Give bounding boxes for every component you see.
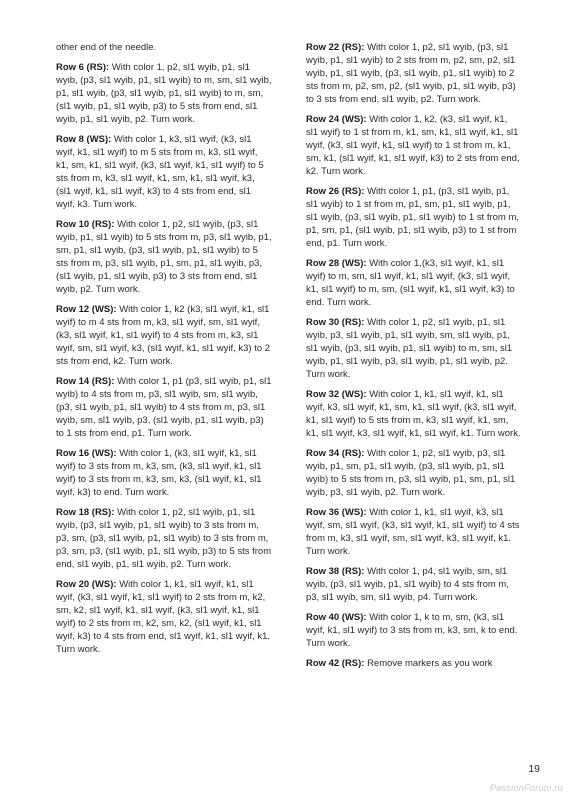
row-instructions: With color 1, p1 (p3, sl1 wyib, p1, sl1 wyib) to 4 sts from m, p3, sl1 wyib, sm, sl1 wyib, (p3, sl1 wyib, p1, sl1 wyib) to 4 sts from m, p3, sl1 wyib, sm, sl1 wyib, p3, (sl1 wyib, p1, sl1 wyib, p3) to 1 sts from end, p1. Turn work.	[56, 376, 272, 439]
paragraph	[306, 316, 522, 381]
row-instructions: With color 1, p2, sl1 wyib, (p3, sl1 wyib, p1, sl1 wyib) to 5 sts from m, p3, sl1 wyib, p1, sm, p1, sl1 wyib, (p3, sl1 wyib, p1, sl1 wyib) to 5 sts from m, p3, sl1 wyib, p1, sm, p1, sl1 wyib, p3, (sl1 wyib, p1, sl1 wyib, p3) to 3 sts from end, sl1 wyib, p2. Turn work.	[56, 219, 272, 295]
paragraph	[306, 388, 522, 440]
row-label: Row 34 (RS):	[306, 448, 365, 459]
paragraph	[306, 611, 522, 650]
paragraph	[306, 257, 522, 309]
paragraph	[56, 578, 272, 656]
row-label: Row 18 (RS):	[56, 507, 115, 518]
row-label: Row 24 (WS):	[306, 114, 367, 125]
row-instructions: With color 1, p2, sl1 wyib, p1, sl1 wyib, (p3, sl1 wyib, p1, sl1 wyib) to 3 sts from m, p3, sm, (p3, sl1 wyib, p1, sl1 wyib) to 3 sts from m, p3, sm, p3, (sl1 wyib, p1, sl1 wyib, p3) to 5 sts from end, sl1 wyib, p1, sl1 wyib, p2. Turn work.	[56, 507, 272, 570]
watermark: PassionForum.ru	[489, 783, 563, 793]
row-instructions: With color 1, p4, sl1 wyib, sm, sl1 wyib, (p3, sl1 wyib, p1, sl1 wyib) to 4 sts from m, p3, sl1 wyib, sm, sl1 wyib, p4. Turn work.	[306, 566, 509, 603]
row-instructions: With color 1, k2 (k3, sl1 wyif, k1, sl1 wyif) to m 4 sts from m, k3, sl1 wyif, sm, sl1 wyif, (k3, sl1 wyif, k1, sl1 wyif) to 4 sts from m, k3, sl1 wyif, sm, sl1 wyif, k3, (sl1 wyif, k1, sl1 wyif, k3) to 2 sts from end, k2. Turn work.	[56, 304, 271, 367]
row-instructions: With color 1, k1, sl1 wyif, k3, sl1 wyif, sm, sl1 wyif, (k3, sl1 wyif, k1, sl1 wyif) to 4 sts from m, k3, sl1 wyif, sm, sl1 wyif, k3, sl1 wyif, k1. Turn work.	[306, 507, 520, 557]
row-label: Row 16 (WS):	[56, 448, 117, 459]
page-number: 19	[528, 763, 540, 775]
paragraph	[56, 133, 272, 211]
row-instructions: With color 1, k1, sl1 wyif, k1, sl1 wyif, (k3, sl1 wyif, k1, sl1 wyif) to 2 sts from m, k2, sm, k2, sl1 wyif, k1, sl1 wyif, (k3, sl1 wyif, k1, sl1 wyif) to 2 sts from m, k2, sm, k2, (sl1 wyif, k1, sl1 wyif, k3) to 4 sts from end, sl1 wyif, k1, sl1 wyif, k1. Turn work.	[56, 579, 271, 655]
row-instructions: With color 1, p2, sl1 wyib, (p3, sl1 wyib, p1, sl1 wyib) to 2 sts from m, p2, sm, p2, sl1 wyib, p1, sl1 wyib, (p3, sl1 wyib, p1, sl1 wyib) to 2 sts from m, p2, sm, p2, (sl1 wyib, p1, sl1 wyib, p3) to 3 sts from end, sl1 wyib, p2. Turn work.	[306, 42, 516, 105]
paragraph	[56, 61, 272, 126]
paragraph	[306, 113, 522, 178]
row-label: Row 10 (RS):	[56, 219, 115, 230]
paragraph	[56, 506, 272, 571]
paragraph	[306, 506, 522, 558]
paragraph	[56, 218, 272, 296]
paragraph	[306, 447, 522, 499]
row-instructions: With color 1, p2, sl1 wyib, p3, sl1 wyib, p1, sm, p1, sl1 wyib, (p3, sl1 wyib, p1, sl1 wyib) to 5 sts from m, p3, sl1 wyib, p1, sm, p1, sl1 wyib, p3, sl1 wyib, p2. Turn work.	[306, 448, 516, 498]
paragraph	[56, 447, 272, 499]
row-instructions: With color 1, p2, sl1 wyib, p1, sl1 wyib, p3, sl1 wyib, p1, sl1 wyib, sm, sl1 wyib, p1, sl1 wyib, (p3, sl1 wyib, p1, sl1 wyib) to m, sm, sl1 wyib, p1, sl1 wyib, p3, sl1 wyib, p1, sl1 wyib, p2. Turn work.	[306, 317, 513, 380]
row-label: Row 20 (WS):	[56, 579, 117, 590]
paragraph	[56, 375, 272, 440]
row-label: Row 40 (WS):	[306, 612, 367, 623]
row-label: Row 28 (WS):	[306, 258, 367, 269]
row-instructions: other end of the needle.	[56, 42, 157, 53]
row-label: Row 22 (RS):	[306, 42, 365, 53]
paragraph	[56, 41, 272, 54]
row-label: Row 32 (WS):	[306, 389, 367, 400]
row-instructions: With color 1, (k3, sl1 wyif, k1, sl1 wyif) to 3 sts from m, k3, sm, (k3, sl1 wyif, k1, sl1 wyif) to 3 sts from m, k3, sm, k3, (sl1 wyif, k1, sl1 wyif, k3) to end. Turn work.	[56, 448, 262, 498]
paragraph	[306, 657, 522, 670]
row-label: Row 30 (RS):	[306, 317, 365, 328]
paragraph	[56, 303, 272, 368]
paragraph	[306, 41, 522, 106]
row-instructions: Remove markers as you work	[364, 658, 493, 669]
row-label: Row 12 (WS):	[56, 304, 117, 315]
right-column	[306, 41, 522, 677]
row-label: Row 38 (RS):	[306, 566, 365, 577]
row-instructions: With color 1, p2, sl1 wyib, p1, sl1 wyib, (p3, sl1 wyib, p1, sl1 wyib) to m, sm, sl1 wyib, p1, sl1 wyib, (p3, sl1 wyib, p1, sl1 wyib) to m, sm, (sl1 wyib, p1, sl1 wyib, p3) to 5 sts from end, sl1 wyib, p1, sl1 wyib, p2. Turn work.	[56, 62, 272, 125]
row-label: Row 26 (RS):	[306, 186, 365, 197]
row-label: Row 36 (WS):	[306, 507, 367, 518]
left-column	[56, 41, 272, 663]
row-instructions: With color 1, p1, (p3, sl1 wyib, p1, sl1 wyib) to 1 st from m, p1, sm, p1, sl1 wyib, p1, sl1 wyib, (p3, sl1 wyib, p1, sl1 wyib) to 1 st from m, p1, sm, p1, (sl1 wyib, p1, sl1 wyib, p3) to 1 st from end, p1. Turn work.	[306, 186, 519, 249]
paragraph	[306, 185, 522, 250]
row-instructions: With color 1,(k3, sl1 wyif, k1, sl1 wyif) to m, sm, sl1 wyif, k1, sl1 wyif, (k3, sl1 wyif, k1, sl1 wyif) to m, sm, (sl1 wyif, k1, sl1 wyif, k3) to end. Turn work.	[306, 258, 515, 308]
row-instructions: With color 1, k3, sl1 wyif, (k3, sl1 wyif, k1, sl1 wyif) to m 5 sts from m, k3, sl1 wyif, k1, sm, k1, sl1 wyif, (k3, sl1 wyif, k1, sl1 wyif) to 5 sts from m, k3, sl1 wyif, k1, sm, k1, sl1 wyif, k3, (sl1 wyif, k1, sl1 wyif, k3) to 4 sts from end, sl1 wyif, k3. Turn work.	[56, 134, 264, 210]
row-label: Row 6 (RS):	[56, 62, 110, 73]
row-label: Row 14 (RS):	[56, 376, 115, 387]
row-instructions: With color 1, k to m, sm, (k3, sl1 wyif, k1, sl1 wyif) to 3 sts from m, k3, sm, k to end. Turn work.	[306, 612, 518, 649]
row-instructions: With color 1, k1, sl1 wyif, k1, sl1 wyif, k3, sl1 wyif, k1, sm, k1, sl1 wyif, (k3, sl1 wyif, k1, sl1 wyif) to 5 sts from m, k3, sl1 wyif, k1, sm, k1, sl1 wyif, k3, sl1 wyif, k1, sl1 wyif, k1. Turn work.	[306, 389, 521, 439]
row-instructions: With color 1, k2, (k3, sl1 wyif, k1, sl1 wyif) to 1 st from m, k1, sm, k1, sl1 wyif, k1, sl1 wyif, (k3, sl1 wyif, k1, sl1 wyif) to 1 st from m, k1, sm, k1, (sl1 wyif, k1, sl1 wyif, k3) to 2 sts from end, k2. Turn work.	[306, 114, 520, 177]
row-label: Row 42 (RS):	[306, 658, 365, 669]
row-label: Row 8 (WS):	[56, 134, 112, 145]
paragraph	[306, 565, 522, 604]
